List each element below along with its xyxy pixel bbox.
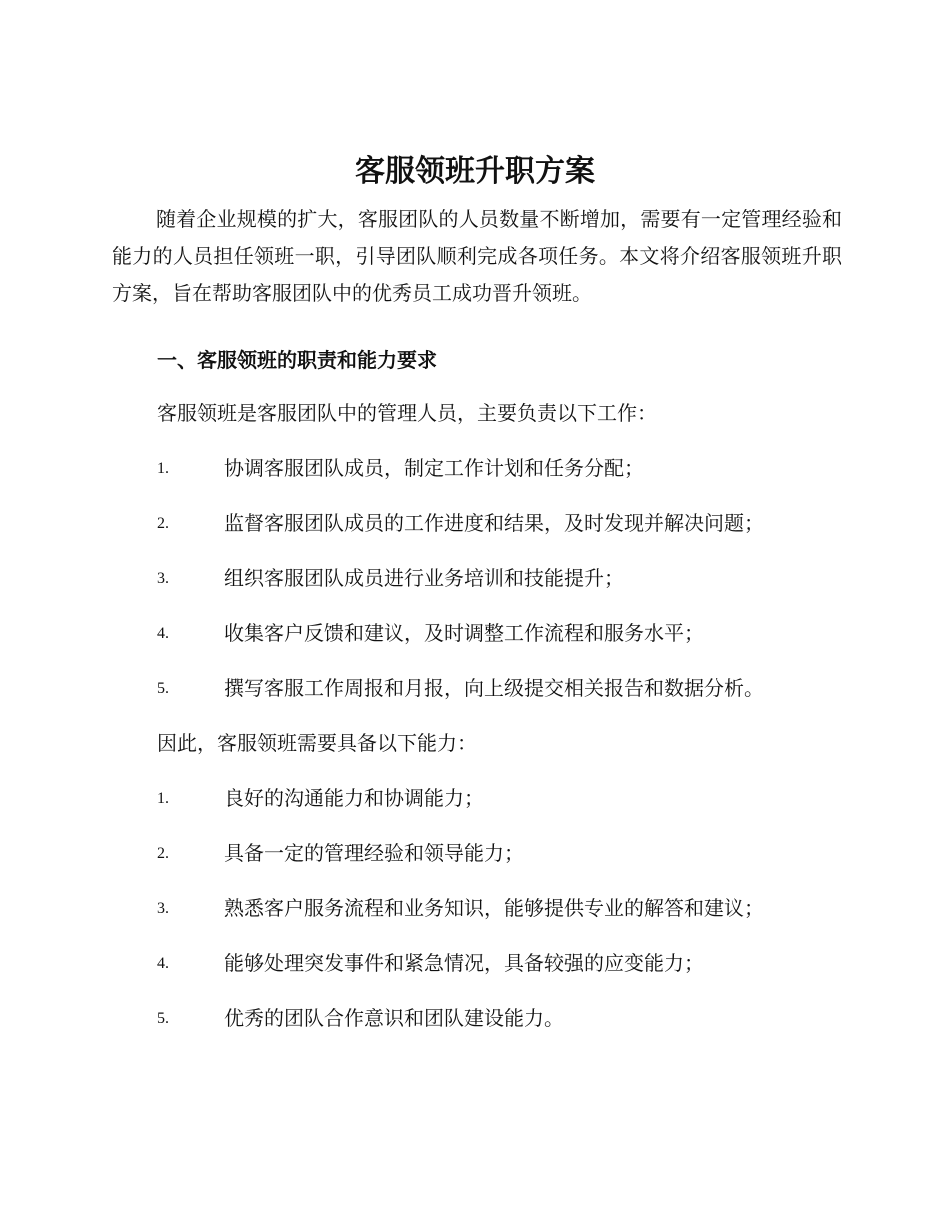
list-number: 1. (157, 460, 169, 477)
list-number: 3. (157, 900, 169, 917)
list-number: 4. (157, 955, 169, 972)
list-number: 2. (157, 845, 169, 862)
list-text: 良好的沟通能力和协调能力； (224, 786, 484, 810)
intro-paragraph: 随着企业规模的扩大，客服团队的人员数量不断增加，需要有一定管理经验和能力的人员担任领班一职，引导团队顺利完成各项任务。本文将介绍客服领班升职方案，旨在帮助客服团队中的优秀员工成功晋升领班。 (112, 207, 842, 305)
section-heading: 一、客服领班的职责和能力要求 (157, 348, 437, 372)
list-text: 收集客户反馈和建议，及时调整工作流程和服务水平； (224, 621, 704, 645)
list-number: 1. (157, 790, 169, 807)
abilities-intro: 因此，客服领班需要具备以下能力： (157, 731, 477, 755)
list-number: 3. (157, 570, 169, 587)
list-text: 撰写客服工作周报和月报，向上级提交相关报告和数据分析。 (224, 676, 764, 700)
list-number: 2. (157, 515, 169, 532)
list-text: 能够处理突发事件和紧急情况，具备较强的应变能力； (224, 951, 704, 975)
list-text: 优秀的团队合作意识和团队建设能力。 (224, 1006, 564, 1030)
list-text: 熟悉客户服务流程和业务知识，能够提供专业的解答和建议； (224, 896, 764, 920)
list-text: 监督客服团队成员的工作进度和结果，及时发现并解决问题； (224, 511, 764, 535)
list-number: 4. (157, 625, 169, 642)
list-number: 5. (157, 680, 169, 697)
document-title: 客服领班升职方案 (355, 154, 595, 189)
list-number: 5. (157, 1010, 169, 1027)
list-text: 协调客服团队成员，制定工作计划和任务分配； (224, 456, 644, 480)
list-text: 组织客服团队成员进行业务培训和技能提升； (224, 566, 624, 590)
list-text: 具备一定的管理经验和领导能力； (224, 841, 524, 865)
duties-intro: 客服领班是客服团队中的管理人员，主要负责以下工作： (157, 401, 657, 425)
